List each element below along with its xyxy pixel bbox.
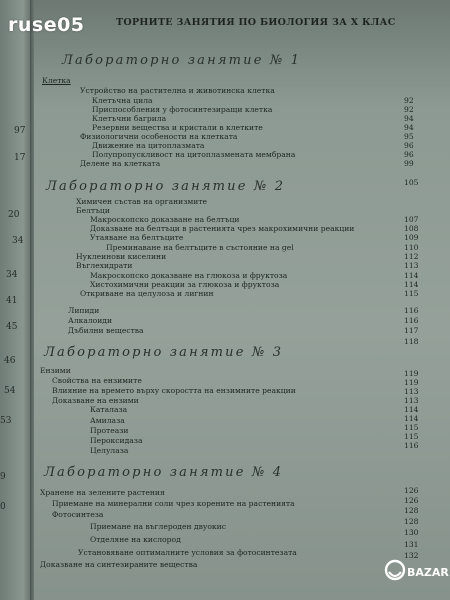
toc-entry: Макроскопско доказване на белтъци (90, 215, 240, 224)
toc-entry: Макроскопско доказване на глюкоза и фруктоза (90, 271, 288, 280)
toc-entry: Делене на клетката (80, 159, 161, 168)
toc-entry: Клетка (42, 76, 71, 85)
margin-number: 9 (0, 472, 6, 482)
toc-entry: Движение на цитоплазмата (92, 141, 205, 150)
toc-entry: Липиди (68, 306, 100, 315)
toc-page-number: 113 (404, 261, 419, 270)
toc-page-number: 132 (404, 551, 419, 560)
toc-entry: Ензими (40, 366, 71, 375)
toc-entry: Утаяване на белтъците (90, 233, 184, 242)
toc-page-number: 116 (404, 441, 419, 450)
toc-entry: Физиологични особености на клетката (80, 132, 238, 141)
toc-page-number: 108 (404, 224, 419, 233)
toc-entry: Пероксидаза (90, 436, 143, 445)
toc-entry: Приемане на минерални соли чрез корените на растенията (52, 499, 295, 508)
toc-entry: Резервни вещества и кристали в клетките (92, 123, 263, 132)
toc-page-number: 126 (404, 486, 419, 495)
toc-page-number: 126 (404, 496, 419, 505)
margin-number: 41 (6, 296, 18, 306)
toc-page-number: 110 (404, 243, 419, 252)
toc-entry: Установяване оптималните условия за фотосинтезата (78, 548, 297, 557)
toc-page-number: 92 (404, 105, 414, 114)
section-title: Лабораторно занятие № 4 (44, 465, 284, 480)
toc-entry: Нуклеинови киселини (76, 252, 167, 261)
toc-entry: Доказване на ензими (52, 396, 139, 405)
toc-entry: Протеази (90, 426, 129, 435)
section-4 (42, 464, 442, 482)
toc-page-number: 128 (404, 517, 419, 526)
toc-page-number: 109 (404, 233, 419, 242)
toc-entry: Доказване на синтезираните вещества (40, 560, 198, 569)
margin-number: 45 (6, 322, 18, 332)
toc-entry: Белтъци (76, 206, 110, 215)
toc-entry: Влияние на времето върху скоростта на ензимните реакции (52, 386, 296, 395)
toc-page-number: 95 (404, 132, 414, 141)
toc-page-number: 114 (404, 414, 419, 423)
toc-page-number: 131 (404, 540, 419, 549)
section-title: Лабораторно занятие № 3 (44, 345, 284, 360)
toc-entry: Клетъчни багрила (92, 114, 167, 123)
toc-entry: Каталаза (90, 405, 128, 414)
toc-entry: Приемане на въглероден двуокис (90, 522, 226, 531)
section-3 (42, 344, 442, 362)
toc-entry: Преминаване на белтъците в състояние на gel (106, 243, 294, 252)
toc-page-number: 92 (404, 96, 414, 105)
section-1 (42, 52, 442, 70)
section-title: Лабораторно занятие № 1 (62, 53, 302, 68)
margin-number: 97 (14, 126, 26, 136)
toc-page-number: 107 (404, 215, 419, 224)
toc-page-number: 112 (404, 252, 419, 261)
toc-page-number: 105 (404, 178, 419, 187)
toc-page-number: 113 (404, 396, 419, 405)
toc-page-number: 115 (404, 432, 419, 441)
toc-page-number: 96 (404, 150, 414, 159)
toc-page-number: 115 (404, 289, 419, 298)
toc-entry: Фотосинтеза (52, 510, 104, 519)
toc-page-number: 94 (404, 123, 414, 132)
toc-entry: Свойства на ензимите (52, 376, 142, 385)
margin-number: 53 (0, 416, 12, 426)
toc-entry: Полупропускливост на цитоплазмената мембрана (92, 150, 296, 159)
margin-number: 20 (8, 210, 20, 220)
left-facing-page (0, 0, 33, 600)
toc-page-number: 130 (404, 528, 419, 537)
toc-entry: Доказване на белтъци в растенията чрез макрохимични реакции (90, 224, 355, 233)
toc-page-number: 116 (404, 306, 419, 315)
toc-entry: Въглехидрати (76, 261, 133, 270)
toc-page-number: 114 (404, 405, 419, 414)
section-2 (42, 178, 442, 196)
toc-page-number: 115 (404, 423, 419, 432)
toc-entry: Клетъчна цила (92, 96, 153, 105)
toc-page-number: 114 (404, 280, 419, 289)
toc-entry: Химичен състав на организмите (76, 197, 208, 206)
toc-entry: Дъбилни вещества (68, 326, 144, 335)
toc-page-number: 117 (404, 326, 419, 335)
toc-page-number: 116 (404, 316, 419, 325)
toc-entry: Откриване на целулоза и лигнин (80, 289, 214, 298)
toc-page-number: 128 (404, 506, 419, 515)
margin-number: 34 (6, 270, 18, 280)
toc-page-number: 99 (404, 159, 414, 168)
toc-page-number: 119 (404, 378, 419, 387)
section-title: Лабораторно занятие № 2 (46, 179, 286, 194)
toc-entry: Алкалоиди (68, 316, 113, 325)
toc-page-number: 113 (404, 387, 419, 396)
margin-number: 34 (12, 236, 24, 246)
margin-number: 0 (0, 502, 6, 512)
toc-entry: Хистохимични реакции за глюкоза и фруктоза (90, 280, 280, 289)
margin-number: 17 (14, 153, 26, 163)
page-header: ТОРНИТЕ ЗАНЯТИЯ ПО БИОЛОГИЯ ЗА Х КЛАС (116, 17, 396, 28)
toc-entry: Приспособления у фотосинтезиращи клетка (92, 105, 273, 114)
toc-entry: Хранене на зелените растения (40, 488, 165, 497)
toc-page (34, 0, 450, 600)
logo-text: BAZAR (407, 566, 449, 579)
toc-page-number: 118 (404, 337, 419, 346)
toc-page-number: 119 (404, 369, 419, 378)
margin-number: 46 (4, 356, 16, 366)
toc-entry: Целулаза (90, 446, 129, 455)
toc-page-number: 114 (404, 271, 419, 280)
bazar-logo (383, 556, 449, 590)
toc-page-number: 94 (404, 114, 414, 123)
toc-page-number: 96 (404, 141, 414, 150)
toc-entry: Отделяне на кислород (90, 535, 181, 544)
toc-entry: Амилаза (90, 416, 125, 425)
watermark: ruse05 (8, 14, 85, 36)
toc-entry: Устройство на растителна и животинска клетка (80, 86, 275, 95)
margin-number: 54 (4, 386, 16, 396)
